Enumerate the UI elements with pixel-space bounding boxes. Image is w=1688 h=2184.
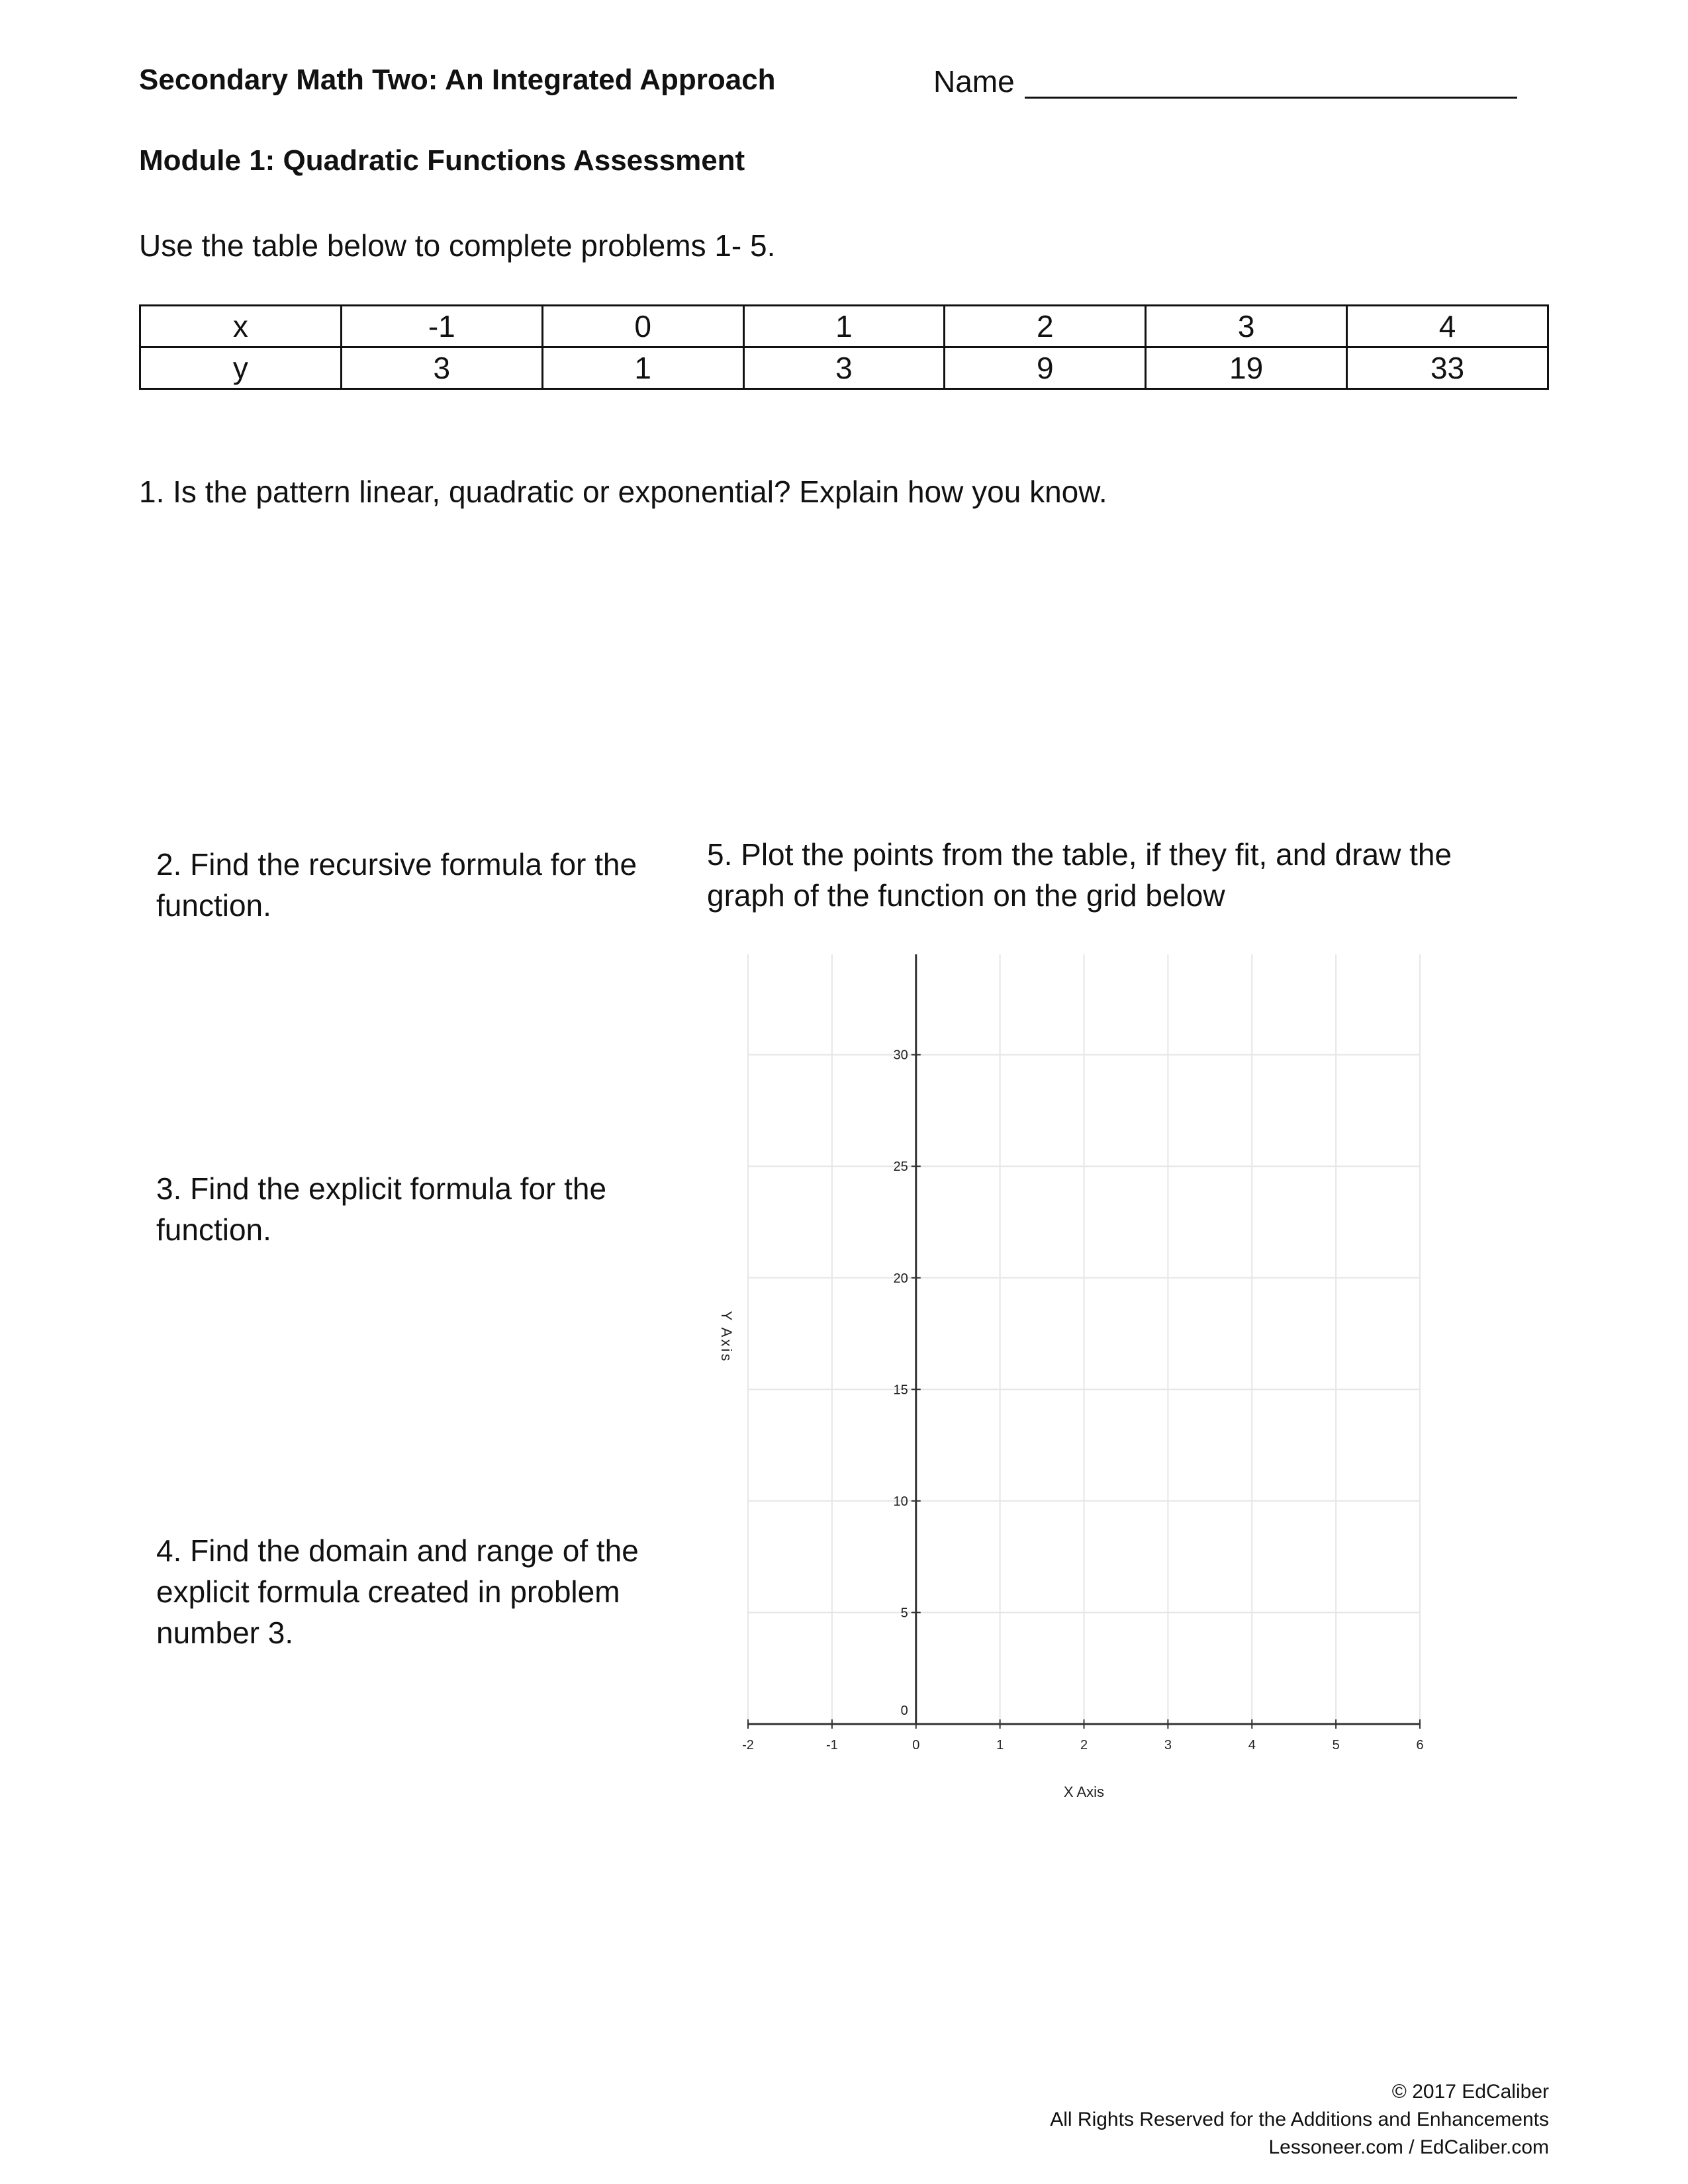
table-row-x bbox=[140, 306, 1548, 347]
table-cell: 9 bbox=[945, 347, 1146, 389]
instructions: Use the table below to complete problems 1- 5. bbox=[139, 228, 776, 263]
y-tick-label: 15 bbox=[893, 1383, 908, 1398]
question-4-line: explicit formula created in problem bbox=[156, 1574, 620, 1609]
y-tick-label: 10 bbox=[893, 1494, 908, 1509]
module-title: Module 1: Quadratic Functions Assessment bbox=[139, 144, 745, 177]
x-axis-title: X Axis bbox=[1063, 1784, 1105, 1800]
y-tick-label: 25 bbox=[893, 1160, 908, 1175]
question-4-line: 4. Find the domain and range of the bbox=[156, 1533, 639, 1568]
coordinate-grid[interactable] bbox=[695, 940, 1450, 1813]
question-3-line: 3. Find the explicit formula for the bbox=[156, 1171, 607, 1206]
question-4-line: number 3. bbox=[156, 1615, 294, 1650]
table-cell: 3 bbox=[341, 347, 542, 389]
y-tick-label: 20 bbox=[893, 1271, 908, 1286]
question-5-line: graph of the function on the grid below bbox=[707, 878, 1225, 913]
x-tick-label: 3 bbox=[1164, 1738, 1172, 1752]
question-3-line: function. bbox=[156, 1212, 271, 1247]
table-cell: 1 bbox=[743, 306, 945, 347]
question-5-line: 5. Plot the points from the table, if they fit, and draw the bbox=[707, 837, 1452, 872]
table-cell: 3 bbox=[743, 347, 945, 389]
footer-copyright: © 2017 EdCaliber bbox=[1391, 2081, 1549, 2103]
course-title: Secondary Math Two: An Integrated Approach bbox=[139, 64, 776, 96]
name-label: Name bbox=[933, 64, 1015, 99]
x-tick-label: 2 bbox=[1080, 1738, 1088, 1752]
x-tick-label: 0 bbox=[912, 1738, 920, 1752]
table-cell: 19 bbox=[1146, 347, 1347, 389]
table-header-x: x bbox=[140, 306, 342, 347]
question-4 bbox=[156, 1530, 673, 1653]
x-tick-label: 1 bbox=[996, 1738, 1004, 1752]
x-tick-label: 4 bbox=[1248, 1738, 1256, 1752]
y-axis-title: Y Axis bbox=[718, 1310, 735, 1363]
question-5 bbox=[707, 834, 1541, 916]
table-cell: 4 bbox=[1347, 306, 1548, 347]
question-2-line: function. bbox=[156, 888, 271, 923]
x-tick-label: 6 bbox=[1416, 1738, 1424, 1752]
footer-rights: All Rights Reserved for the Additions and Enhancements bbox=[1050, 2109, 1549, 2130]
name-input-line[interactable] bbox=[1025, 97, 1517, 99]
table-cell: 2 bbox=[945, 306, 1146, 347]
x-tick-label: -2 bbox=[742, 1738, 754, 1752]
y-tick-label: 5 bbox=[900, 1606, 908, 1621]
y-tick-label: 0 bbox=[900, 1704, 908, 1718]
table-cell: 3 bbox=[1146, 306, 1347, 347]
footer-sites: Lessoneer.com / EdCaliber.com bbox=[1268, 2136, 1549, 2158]
x-tick-label: 5 bbox=[1332, 1738, 1340, 1752]
y-tick-label: 30 bbox=[893, 1048, 908, 1063]
x-tick-label: -1 bbox=[825, 1738, 838, 1752]
table-cell: 1 bbox=[542, 347, 743, 389]
footer bbox=[1050, 2078, 1549, 2161]
question-3 bbox=[156, 1168, 673, 1250]
table-cell: 0 bbox=[542, 306, 743, 347]
question-2-line: 2. Find the recursive formula for the bbox=[156, 847, 637, 882]
table-cell: 33 bbox=[1347, 347, 1548, 389]
question-1: 1. Is the pattern linear, quadratic or exponential? Explain how you know. bbox=[139, 475, 1107, 509]
table-row-y bbox=[140, 347, 1548, 389]
data-table bbox=[139, 304, 1549, 390]
question-2 bbox=[156, 844, 673, 926]
table-cell: -1 bbox=[341, 306, 542, 347]
table-header-y: y bbox=[140, 347, 342, 389]
